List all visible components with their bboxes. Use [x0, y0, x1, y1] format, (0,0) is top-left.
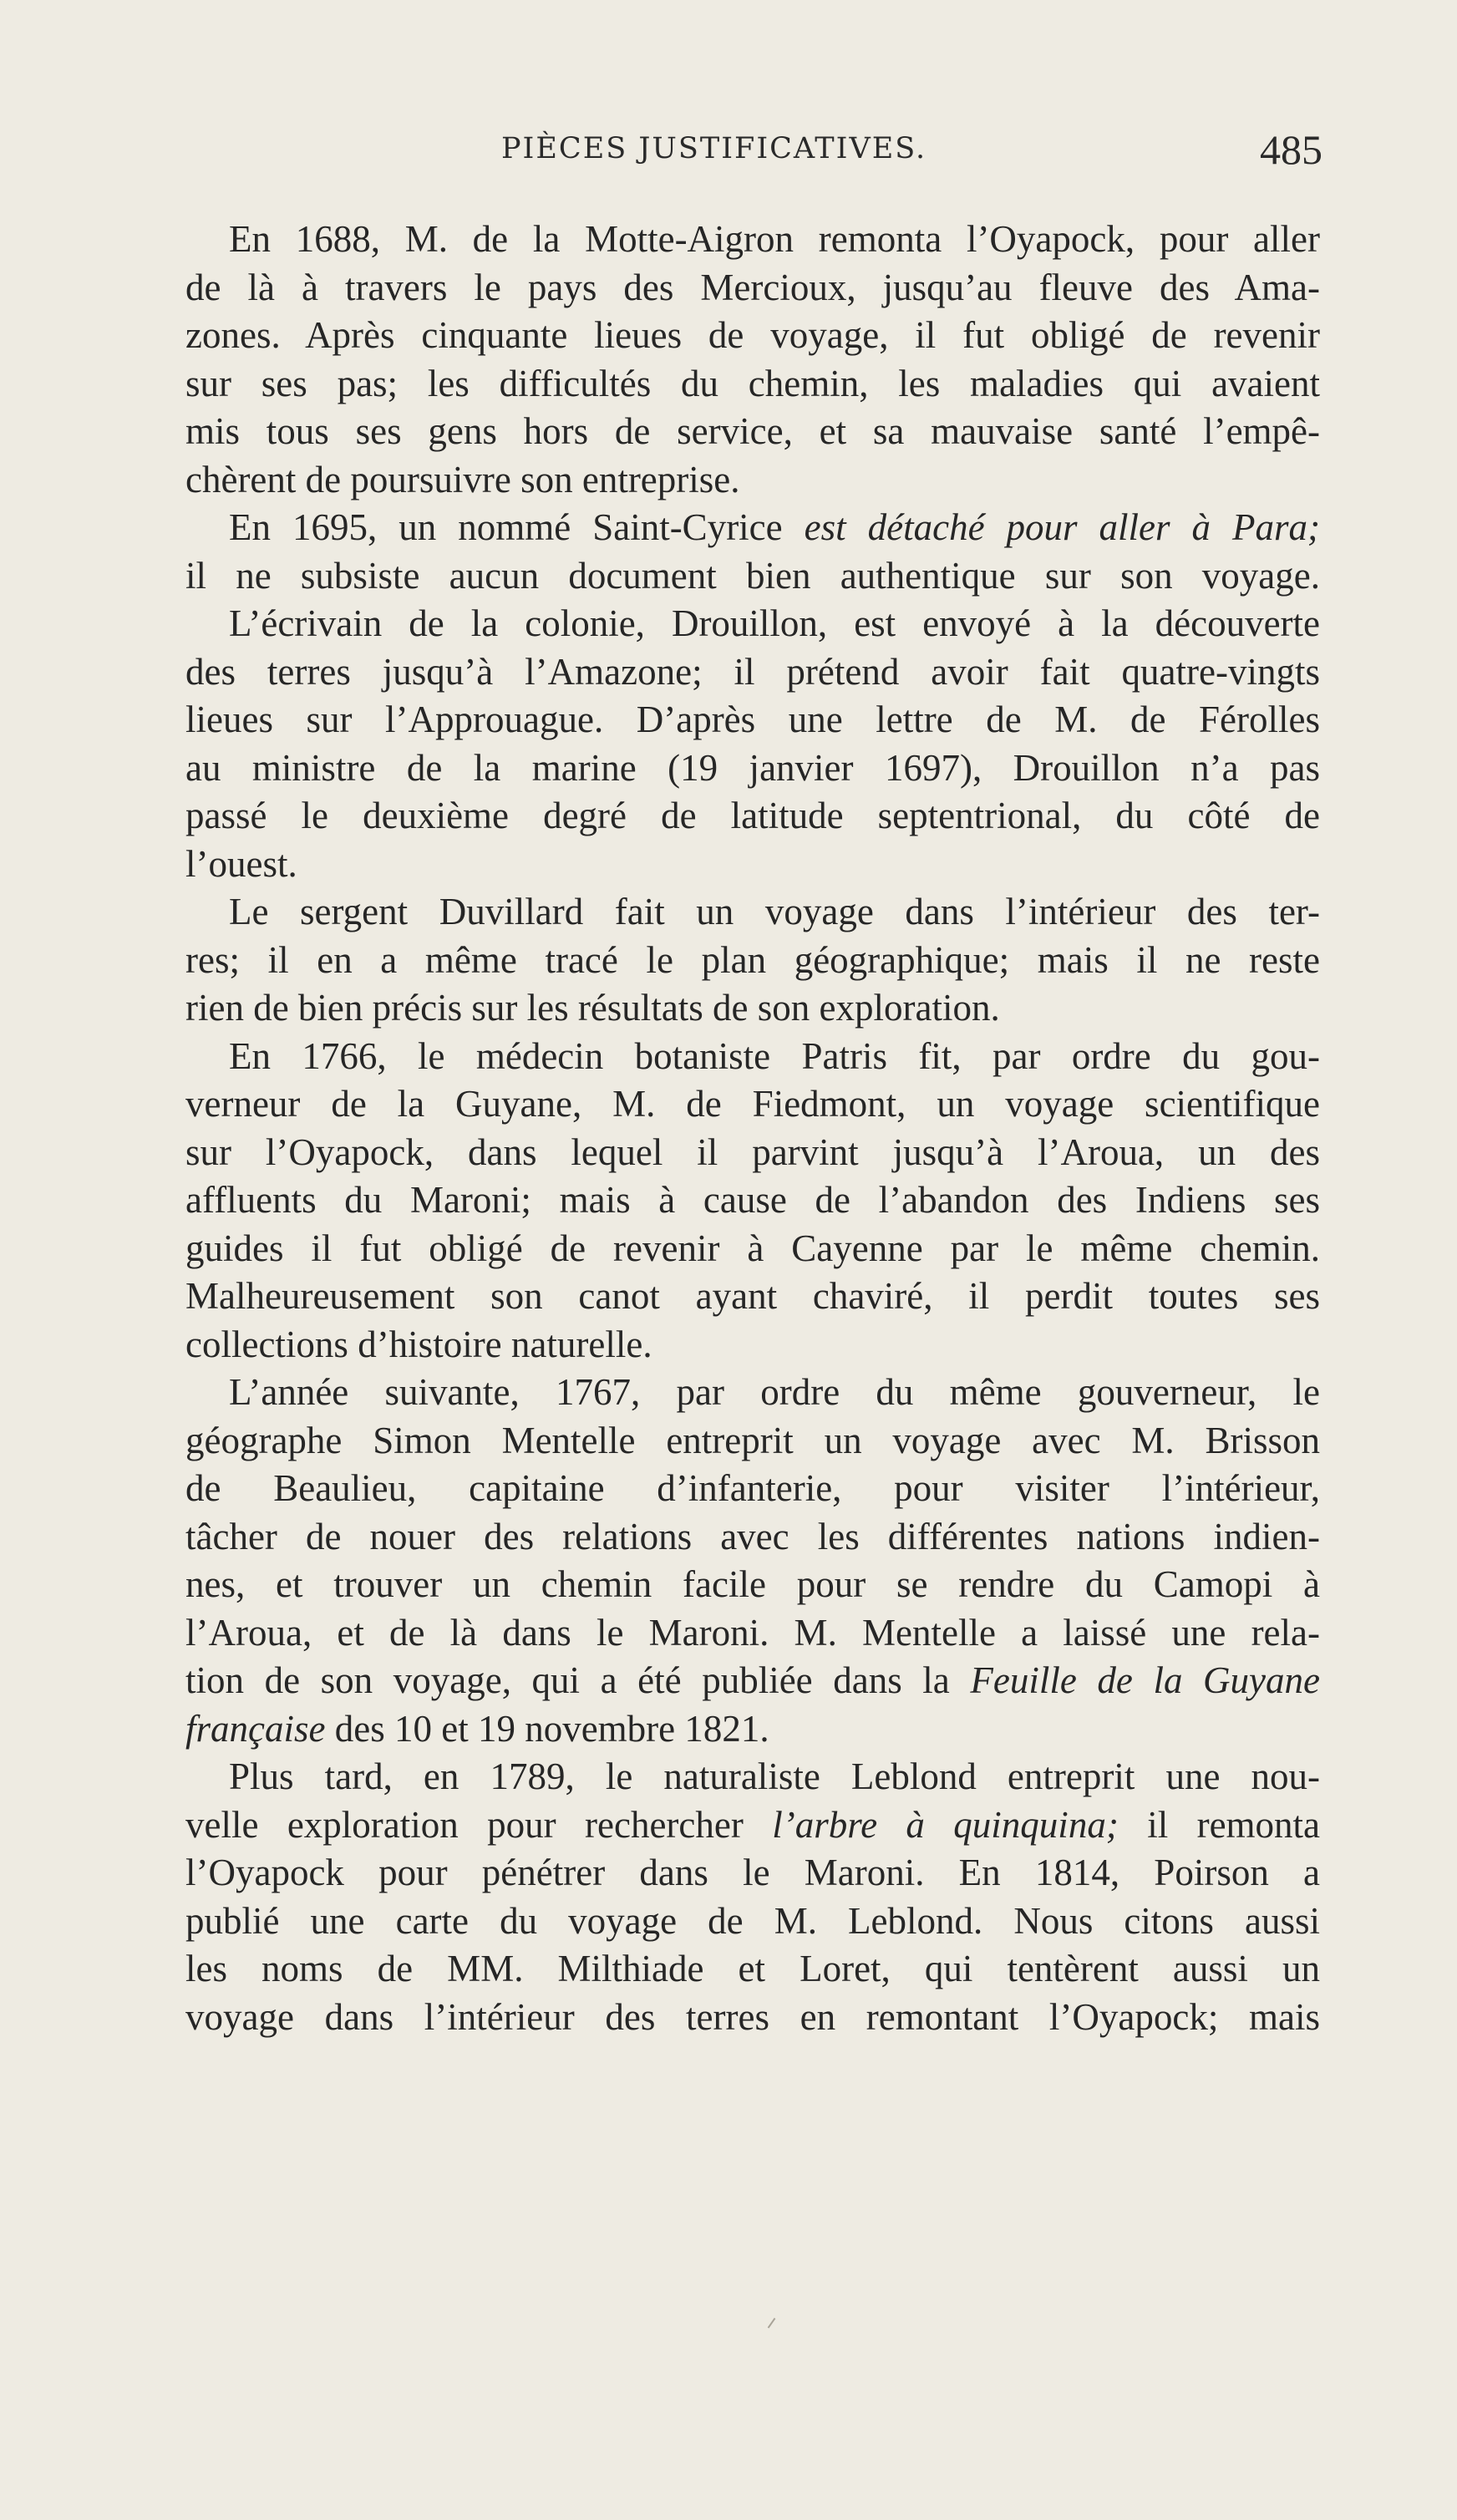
text-line: géographe Simon Mentelle entreprit un voyage avec M. Brisson	[185, 1419, 1320, 1461]
text-segment: velle exploration pour rechercher	[185, 1803, 744, 1846]
text-line: affluents du Maroni; mais à cause de l’abandon des Indiens ses	[185, 1179, 1320, 1221]
text-line: sur ses pas; les difficultés du chemin, les maladies qui avaient	[185, 362, 1320, 404]
text-line: L’écrivain de la colonie, Drouillon, est envoyé à la découverte	[229, 602, 1320, 644]
text-line	[185, 504, 1320, 552]
text-line: verneur de la Guyane, M. de Fiedmont, un voyage scientifique	[185, 1083, 1320, 1125]
text-line: l’ouest.	[185, 842, 297, 885]
text-line: res; il en a même tracé le plan géographique; mais il ne reste	[185, 938, 1320, 981]
body-text	[185, 216, 1320, 2041]
text-line: passé le deuxième degré de latitude septentrional, du côté de	[185, 795, 1320, 836]
text-line: En 1766, le médecin botaniste Patris fit, par ordre du gou-	[229, 1034, 1320, 1077]
text-line: de là à travers le pays des Mercioux, jusqu’au fleuve des Ama-	[185, 266, 1320, 308]
text-line: les noms de MM. Milthiade et Loret, qui tentèrent aussi un	[185, 1948, 1320, 1989]
text-line: Malheureusement son canot ayant chaviré, il perdit toutes ses	[185, 1275, 1320, 1317]
text-line: des terres jusqu’à l’Amazone; il prétend avoir fait quatre-vingts	[185, 650, 1320, 693]
text-line: L’année suivante, 1767, par ordre du même gouverneur, le	[229, 1371, 1320, 1413]
text-line: Le sergent Duvillard fait un voyage dans l’intérieur des ter-	[229, 891, 1320, 932]
running-title: PIÈCES JUSTIFICATIVES.	[501, 132, 927, 165]
running-header	[0, 126, 1457, 182]
italic-text: l’arbre à quinquina;	[772, 1803, 1119, 1846]
text-line: lieues sur l’Approuague. D’après une lettre de M. de Férolles	[185, 699, 1320, 740]
text-line: tâcher de nouer des relations avec les différentes nations indien-	[185, 1515, 1320, 1557]
text-line: nes, et trouver un chemin facile pour se rendre du Camopi à	[185, 1563, 1320, 1605]
text-line: Plus tard, en 1789, le naturaliste Leblond entreprit une nou-	[229, 1755, 1320, 1797]
italic-text: Feuille de la Guyane	[970, 1659, 1320, 1701]
stray-pen-mark	[768, 2318, 780, 2331]
text-line: rien de bien précis sur les résultats de son exploration.	[185, 987, 1000, 1029]
text-line: voyage dans l’intérieur des terres en remontant l’Oyapock; mais	[185, 1995, 1320, 2038]
italic-text: est détaché pour aller à Para;	[804, 506, 1320, 548]
text-line: zones. Après cinquante lieues de voyage, il fut obligé de revenir	[185, 314, 1320, 356]
text-line	[185, 1801, 1320, 1850]
text-line: l’Aroua, et de là dans le Maroni. M. Mentelle a laissé une rela-	[185, 1611, 1320, 1654]
text-line	[185, 1657, 1320, 1705]
text-line: publié une carte du voyage de M. Leblond. Nous citons aussi	[185, 1899, 1320, 1942]
text-line: il ne subsiste aucun document bien authentique sur son voyage.	[185, 554, 1320, 597]
text-line: mis tous ses gens hors de service, et sa mauvaise santé l’empê-	[185, 410, 1320, 452]
text-segment: des 10 et 19 novembre 1821.	[334, 1707, 769, 1750]
text-line: sur l’Oyapock, dans lequel il parvint jusqu’à l’Aroua, un des	[185, 1130, 1320, 1173]
text-line: l’Oyapock pour pénétrer dans le Maroni. En 1814, Poirson a	[185, 1852, 1320, 1893]
text-segment: tion de son voyage, qui a été publiée dans la	[185, 1659, 950, 1701]
italic-text: française	[185, 1707, 326, 1750]
text-segment: En 1695, un nommé Saint-Cyrice	[229, 506, 783, 548]
text-line: de Beaulieu, capitaine d’infanterie, pour visiter l’intérieur,	[185, 1467, 1320, 1509]
text-line: guides il fut obligé de revenir à Cayenne par le même chemin.	[185, 1227, 1320, 1269]
text-line	[185, 1705, 1320, 1754]
page-number: 485	[1260, 126, 1322, 173]
text-line: au ministre de la marine (19 janvier 1697), Drouillon n’a pas	[185, 746, 1320, 789]
text-line: collections d’histoire naturelle.	[185, 1323, 652, 1365]
text-segment: il remonta	[1147, 1803, 1320, 1846]
text-line: chèrent de poursuivre son entreprise.	[185, 458, 740, 500]
text-line: En 1688, M. de la Motte-Aigron remonta l’Oyapock, pour aller	[229, 218, 1320, 260]
